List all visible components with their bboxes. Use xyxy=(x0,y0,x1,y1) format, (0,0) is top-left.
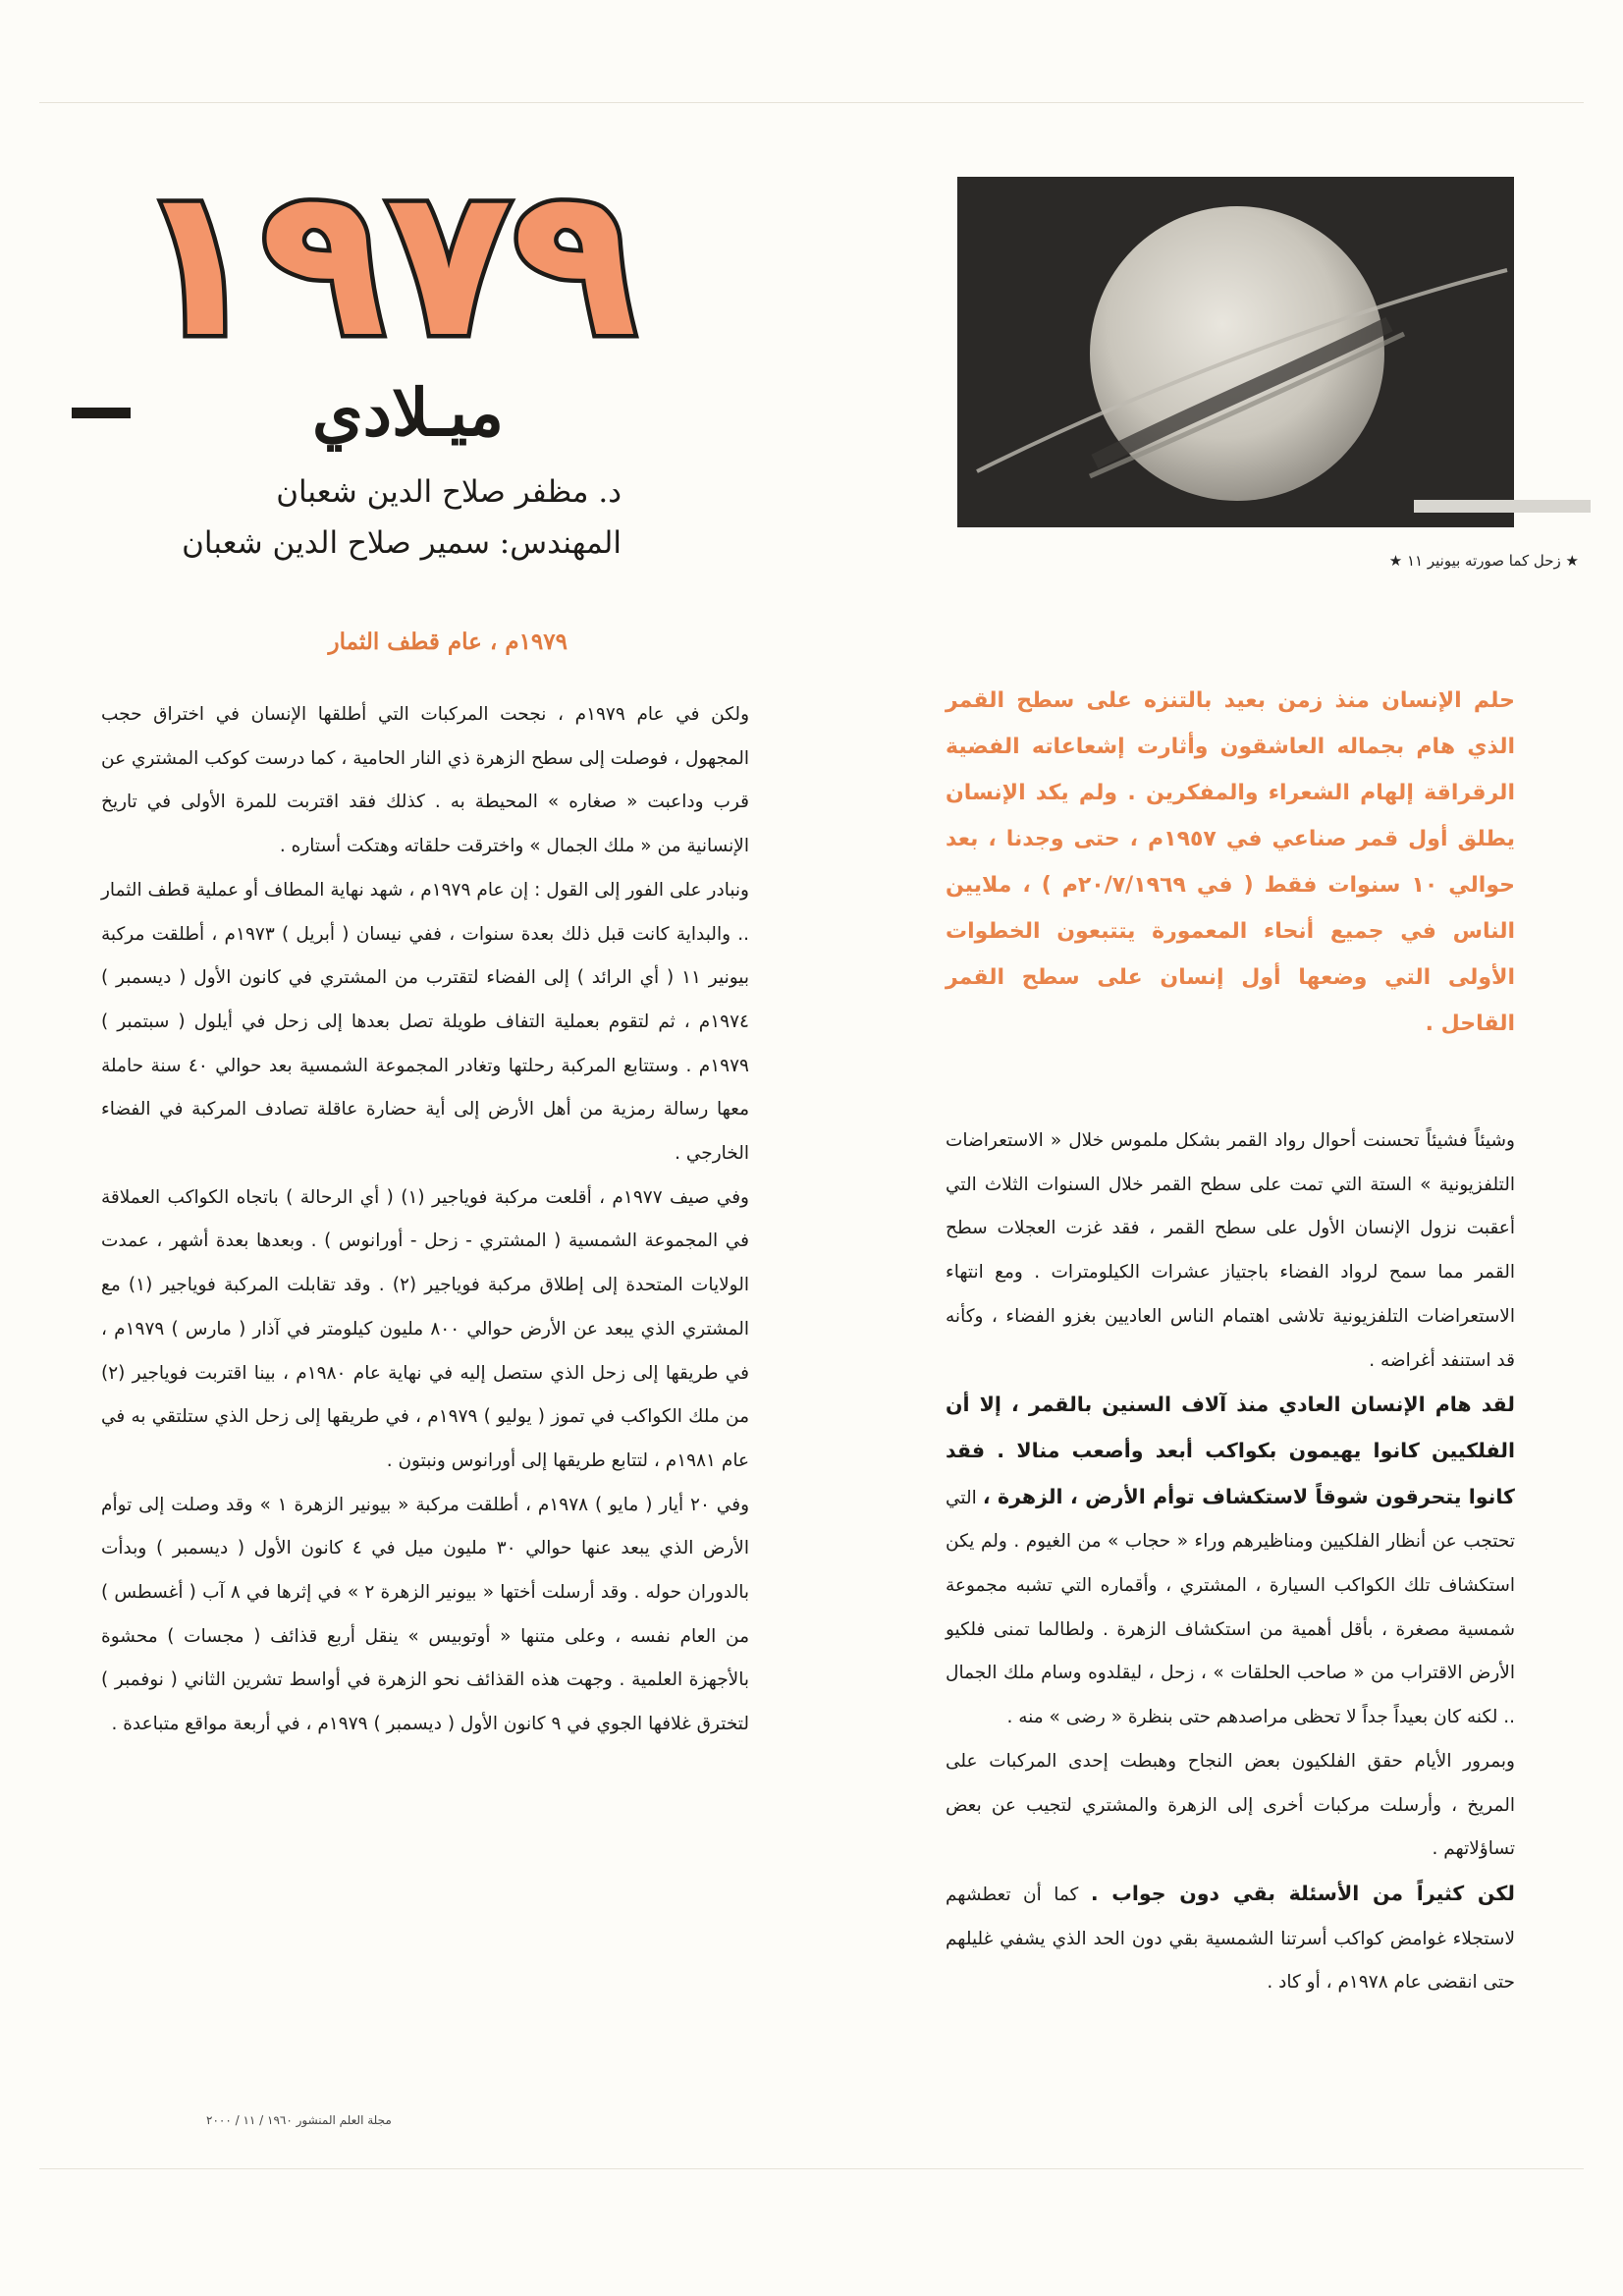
left-paragraph-4: وفي ٢٠ أيار ( مايو ) ١٩٧٨م ، أطلقت مركبة « بيونير الزهرة ١ » وقد وصلت إلى توأم الأرض الذي يبعد عنها حوالي ٣٠ مليون ميل في ٤ كانون الأول ( ديسمبر ) وبدأت بالدوران حوله . وقد أرسلت أختها « بيونير الزهرة ٢ » في إثرها في ٨ آب ( أغسطس ) من العام نفسه ، وعلى متنها « أوتوبيس » ينقل أربع قذائف ( مجسات ) محشوة بالأجهزة العلمية . وجهت هذه القذائف نحو الزهرة في أواسط تشرين الثاني ( نوفمبر ) لتخترق غلافها الجوي في ٩ كانون الأول ( ديسمبر ) ١٩٧٩م ، في أربعة مواقع متباعدة . xyxy=(101,1494,750,1735)
right-paragraph-4-bold: لكن كثيراً من الأسئلة بقي دون جواب . xyxy=(1090,1881,1515,1905)
saturn-image xyxy=(957,177,1514,527)
photo-scan-artifact xyxy=(1414,500,1591,513)
right-paragraph-4-rest: كما أن تعطشهم لاستجلاء غوامض كواكب أسرتنا الشمسية بقي دون الحد الذي يشفي غليلهم حتى انقضى عام ١٩٧٨م ، أو كاد . xyxy=(946,1884,1515,1994)
right-paragraph-2-bold: لقد هام الإنسان العادي منذ آلاف السنين بالقمر ، إلا أن الفلكيين كانوا يهيمون بكواكب أبعد وأصعب منالا . فقد كانوا يتحرقون شوقاً لاستكشاف توأم الأرض ، الزهرة ، xyxy=(946,1393,1515,1508)
year-title xyxy=(42,172,730,368)
left-paragraph-2: ونبادر على الفور إلى القول : إن عام ١٩٧٩م ، شهد نهاية المطاف أو عملية قطف الثمار .. والبداية كانت قبل ذلك بعدة سنوات ، ففي نيسان ( أبريل ) ١٩٧٣م ، أطلقت مركبة بيونير ١١ ( أي الرائد ) إلى الفضاء لتقترب من المشتري في كانون الأول ( ديسمبر ) ١٩٧٤م ، ثم لتقوم بعملية التفاف طويلة تصل بعدها إلى زحل في أيلول ( سبتمبر ) ١٩٧٩م . وستتابع المركبة رحلتها وتغادر المجموعة الشمسية بعد حوالي ٤٠ سنة حاملة معها رسالة رمزية من أهل الأرض إلى أية حضارة عاقلة تصادف المركبة في الفضاء الخارجي . xyxy=(101,879,750,1165)
authors xyxy=(72,466,622,569)
year-digits: ١٩٧٩ xyxy=(134,172,638,368)
bottom-rule xyxy=(39,2168,1584,2169)
saturn-photo xyxy=(957,177,1514,527)
left-paragraph-3: وفي صيف ١٩٧٧م ، أقلعت مركبة فوياجير (١) ( أي الرحالة ) باتجاه الكواكب العملاقة في المجموعة الشمسية ( المشتري - زحل - أورانوس ) . وبعدها بعدة أشهر ، عمدت الولايات المتحدة إلى إطلاق مركبة فوياجير (٢) . وقد تقابلت المركبة فوياجير (١) مع المشتري الذي يبعد عن الأرض حوالي ٨٠٠ مليون كيلومتر في آذار ( مارس ) ١٩٧٩م ، في طريقها إلى زحل الذي ستصل إليه في نهاية عام ١٩٨٠م ، بينا اقتربت فوياجير (٢) من ملك الكواكب في تموز ( يوليو ) ١٩٧٩م ، في طريقها إلى زحل الذي ستلتقي به في عام ١٩٨١م ، لتتابع طريقها إلى أورانوس ونبتون . xyxy=(101,1186,749,1471)
left-column xyxy=(101,693,749,1747)
right-paragraph-3: وبمرور الأيام حقق الفلكيون بعض النجاح وهبطت إحدى المركبات على المريخ ، وأرسلت مركبات أخرى إلى الزهرة والمشتري لتجيب عن بعض تساؤلاتهم . xyxy=(946,1750,1515,1860)
author-1: د. مظفر صلاح الدين شعبان xyxy=(276,474,622,510)
subtitle: ميـلادي xyxy=(311,374,504,451)
subtitle-row xyxy=(32,368,739,457)
right-paragraph-1: وشيئاً فشيئاً تحسنت أحوال رواد القمر بشكل ملموس خلال « الاستعراضات التلفزيونية » الستة التي تمت على سطح القمر خلال السنوات الثلاث التي أعقبت نزول الإنسان الأول على سطح القمر ، فقد غزت العجلات سطح القمر مما سمح لرواد الفضاء باجتياز عشرات الكيلومترات . ومع انتهاء الاستعراضات التلفزيونية تلاشى اهتمام الناس العاديين بغزو الفضاء ، وكأنه قد استنفد أغراضه . xyxy=(946,1130,1515,1371)
photo-caption: ★ زحل كما صورته بيونير ١١ ★ xyxy=(1388,552,1579,570)
section-heading: ١٩٧٩م ، عام قطف الثمار xyxy=(328,629,568,655)
author-2: المهندس: سمير صلاح الدين شعبان xyxy=(182,525,622,561)
left-paragraph-1: ولكن في عام ١٩٧٩م ، نجحت المركبات التي أطلقها الإنسان في اختراق حجب المجهول ، فوصلت إلى سطح الزهرة ذي النار الحامية ، كما درست كوكب المشتري عن قرب وداعبت « صغاره » المحيطة به . كذلك فقد اقتربت للمرة الأولى في تاريخ الإنسانية من « ملك الجمال » واخترقت حلقاته وهتكت أستاره . xyxy=(101,704,750,857)
right-paragraph-2-rest: التي تحتجب عن أنظار الفلكيين ومناظيرهم وراء « حجاب » من الغيوم . ولم يكن استكشاف تلك الكواكب السيارة ، المشتري ، وأقماره التي تشبه مجموعة شمسية مصغرة ، بأقل أهمية من استكشاف الزهرة . ولطالما تمنى فلكيو الأرض الاقتراب من « صاحب الحلقات » ، زحل ، ليقلدوه وسام ملك الجمال .. لكنه كان بعيداً جداً لا تحظى مراصدهم حتى بنظرة « رضى » منه . xyxy=(946,1487,1515,1728)
subtitle-dash xyxy=(72,408,131,418)
year-graphic xyxy=(42,172,730,368)
footer-note: مجلة العلم المنشور ١٩٦٠ / ١١ / ٢٠٠٠ xyxy=(206,2113,392,2127)
right-column xyxy=(946,1120,1515,2005)
top-rule xyxy=(39,102,1584,103)
right-paragraph-2 xyxy=(946,1383,1515,1740)
intro-paragraph: حلم الإنسان منذ زمن بعيد بالتنزه على سطح القمر الذي هام بجماله العاشقون وأثارت إشعاعاته الفضية الرقراقة إلهام الشعراء والمفكرين . ولم يكد الإنسان يطلق أول قمر صناعي في ١٩٥٧م ، حتى وجدنا ، بعد حوالي ١٠ سنوات فقط ( في ٢٠/٧/١٩٦٩م ) ، ملايين الناس في جميع أنحاء المعمورة يتتبعون الخطوات الأولى التي وضعها أول إنسان على سطح القمر القاحل . xyxy=(946,688,1516,1036)
right-paragraph-4 xyxy=(946,1872,1515,2005)
